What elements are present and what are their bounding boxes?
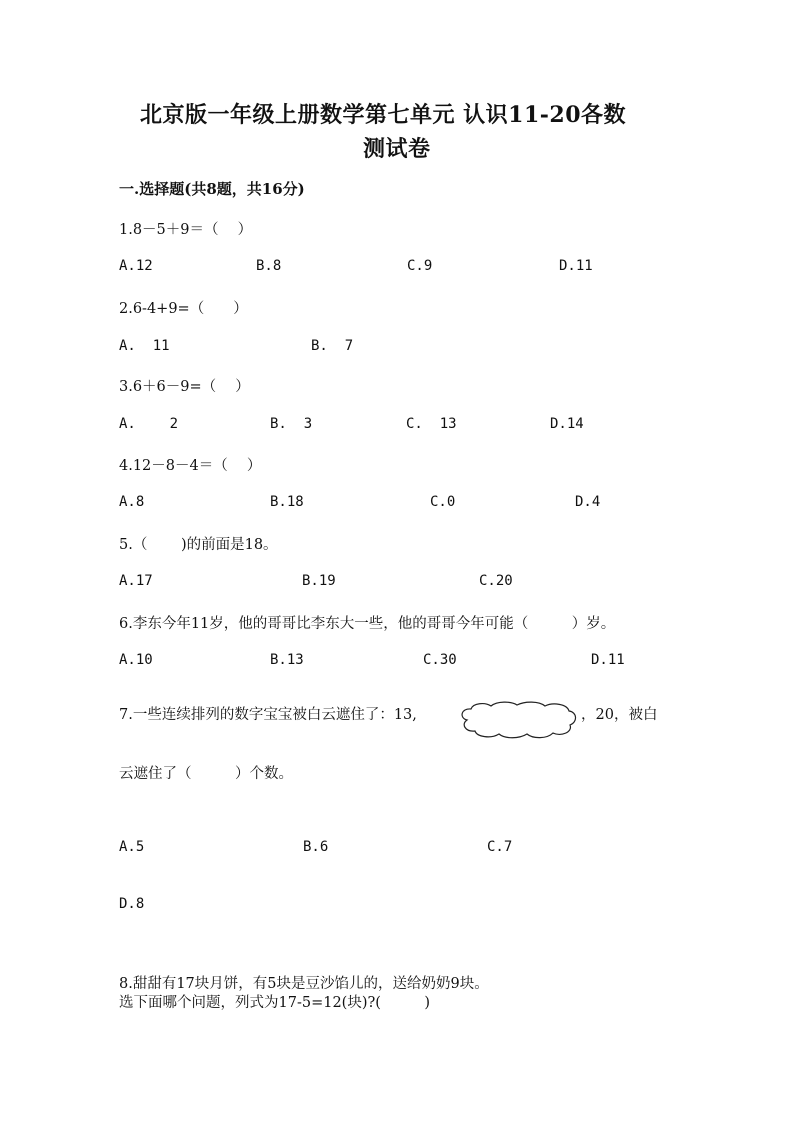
question-2-option-b[interactable]: B. 7	[311, 338, 354, 354]
question-6-stem: 6.李东今年11岁，他的哥哥比李东大一些，他的哥哥今年可能（ ）岁。	[119, 616, 616, 632]
question-1-option-a[interactable]: A.12	[119, 258, 153, 274]
question-6-option-d[interactable]: D.11	[591, 652, 625, 668]
page-title-line2: 测试卷	[363, 136, 431, 162]
question-4-option-b[interactable]: B.18	[270, 494, 304, 510]
question-7-option-c[interactable]: C.7	[487, 839, 513, 855]
question-1-stem: 1.8－5＋9＝（ ）	[119, 222, 253, 238]
question-4-stem: 4.12－8－4＝（ ）	[119, 458, 262, 474]
question-1-option-d[interactable]: D.11	[559, 258, 593, 274]
question-3-option-b[interactable]: B. 3	[270, 416, 313, 432]
page-title-line1: 北京版一年级上册数学第七单元 认识11-20各数	[140, 102, 627, 128]
question-5-option-c[interactable]: C.20	[479, 573, 513, 589]
question-3-option-d[interactable]: D.14	[550, 416, 584, 432]
question-7-stem-part2: ，20，被白	[581, 707, 658, 723]
question-4-option-d[interactable]: D.4	[575, 494, 601, 510]
question-1-option-c[interactable]: C.9	[407, 258, 433, 274]
question-6-option-c[interactable]: C.30	[423, 652, 457, 668]
section-heading: 一.选择题(共8题，共16分)	[119, 180, 305, 198]
question-6-option-b[interactable]: B.13	[270, 652, 304, 668]
question-2-stem: 2.6-4+9=（ ）	[119, 301, 248, 317]
question-8-stem: 8.甜甜有17块月饼，有5块是豆沙馅儿的，送给奶奶9块。	[119, 976, 489, 992]
question-5-option-b[interactable]: B.19	[302, 573, 336, 589]
question-7-stem-part1: 7.一些连续排列的数字宝宝被白云遮住了：13,	[119, 707, 417, 723]
question-4-option-a[interactable]: A.8	[119, 494, 145, 510]
question-5-option-a[interactable]: A.17	[119, 573, 153, 589]
question-7-option-a[interactable]: A.5	[119, 839, 145, 855]
question-1-option-b[interactable]: B.8	[256, 258, 282, 274]
question-3-option-c[interactable]: C. 13	[406, 416, 457, 432]
question-2-option-a[interactable]: A. 11	[119, 338, 170, 354]
cloud-icon	[457, 700, 579, 740]
question-7-option-b[interactable]: B.6	[303, 839, 329, 855]
question-3-stem: 3.6＋6－9=（ ）	[119, 379, 250, 395]
question-3-option-a[interactable]: A. 2	[119, 416, 179, 432]
question-7-option-d[interactable]: D.8	[119, 896, 145, 912]
question-8-stem-line2: 选下面哪个问题，列式为17-5=12(块)?( )	[119, 995, 431, 1011]
question-4-option-c[interactable]: C.0	[430, 494, 456, 510]
question-7-stem-line2: 云遮住了（ ）个数。	[119, 766, 293, 782]
question-5-stem: 5.（ )的前面是18。	[119, 537, 278, 553]
question-6-option-a[interactable]: A.10	[119, 652, 153, 668]
